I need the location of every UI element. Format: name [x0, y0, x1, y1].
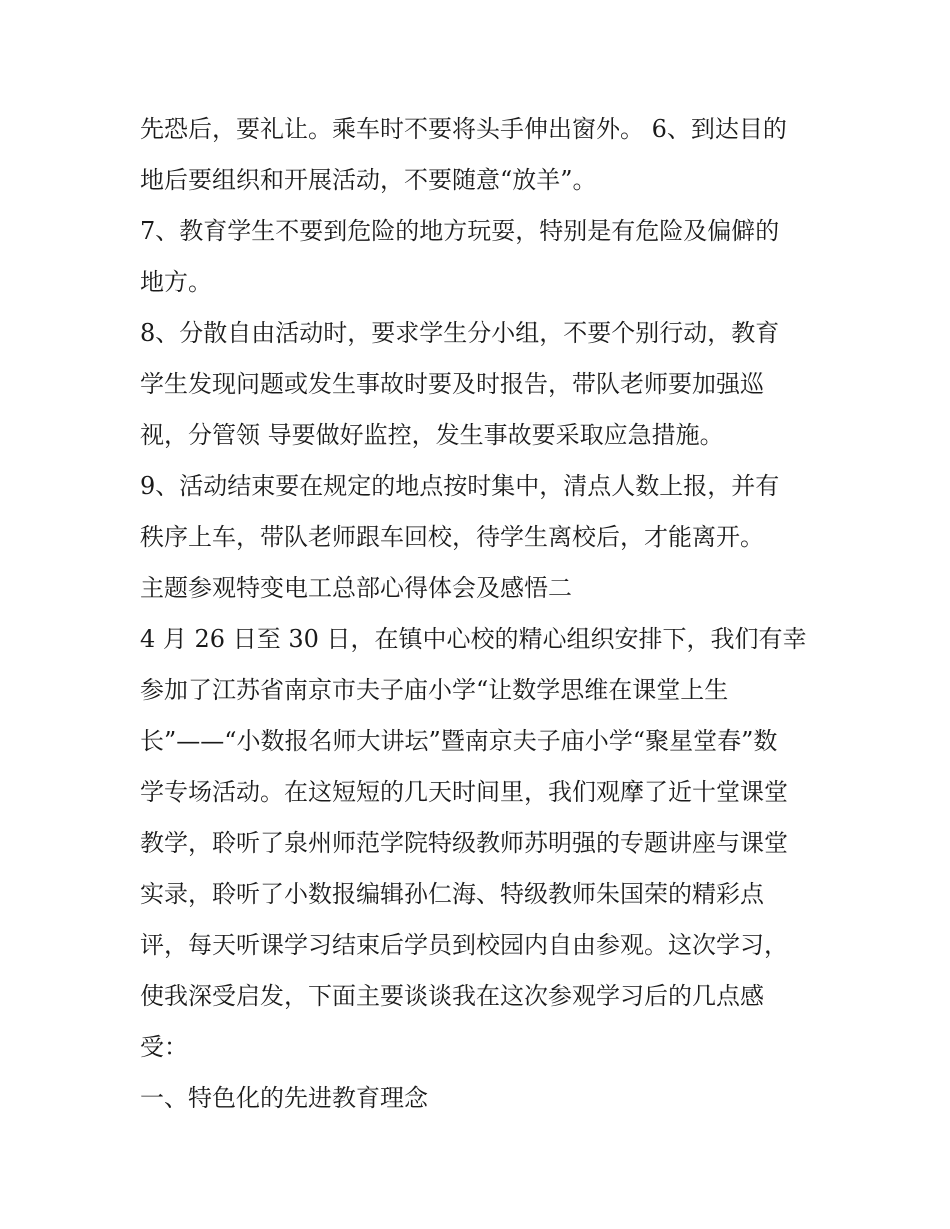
text-line: 长”——“小数报名师大讲坛”暨南京夫子庙小学“聚星堂春”数	[140, 727, 778, 755]
text-line: 学生发现问题或发生事故时要及时报告，带队老师要加强巡	[140, 370, 764, 398]
text-line: 9、活动结束要在规定的地点按时集中，清点人数上报，并有	[140, 472, 780, 500]
text-line: 参加了江苏省南京市夫子庙小学“让数学思维在课堂上生	[140, 676, 729, 704]
text-line: 先恐后，要礼让。乘车时不要将头手伸出窗外。 6、到达目的	[140, 115, 787, 143]
text-line: 实录，聆听了小数报编辑孙仁海、特级教师朱国荣的精彩点	[140, 880, 764, 908]
text-line: 视，分管领 导要做好监控，发生事故要采取应急措施。	[140, 421, 724, 449]
text-line: 使我深受启发，下面主要谈谈我在这次参观学习后的几点感	[140, 982, 764, 1010]
text-line: 4 月 26 日至 30 日，在镇中心校的精心组织安排下，我们有幸	[140, 625, 807, 653]
text-line: 评，每天听课学习结束后学员到校园内自由参观。这次学习，	[140, 931, 788, 959]
text-line: 教学，聆听了泉州师范学院特级教师苏明强的专题讲座与课堂	[140, 829, 788, 857]
text-line: 秩序上车，带队老师跟车回校，待学生离校后，才能离开。	[140, 523, 764, 551]
text-line: 地方。	[140, 268, 212, 296]
subsection-heading: 一、特色化的先进教育理念	[140, 1084, 428, 1112]
text-line: 学专场活动。在这短短的几天时间里，我们观摩了近十堂课堂	[140, 778, 788, 806]
text-line: 受：	[140, 1033, 188, 1061]
text-line: 地后要组织和开展活动，不要随意“放羊”。	[140, 166, 597, 194]
body-text	[140, 104, 820, 1124]
section-heading: 主题参观特变电工总部心得体会及感悟二	[140, 574, 572, 602]
text-line: 7、教育学生不要到危险的地方玩耍，特别是有危险及偏僻的	[140, 217, 780, 245]
text-line: 8、分散自由活动时，要求学生分小组，不要个别行动，教育	[140, 319, 780, 347]
